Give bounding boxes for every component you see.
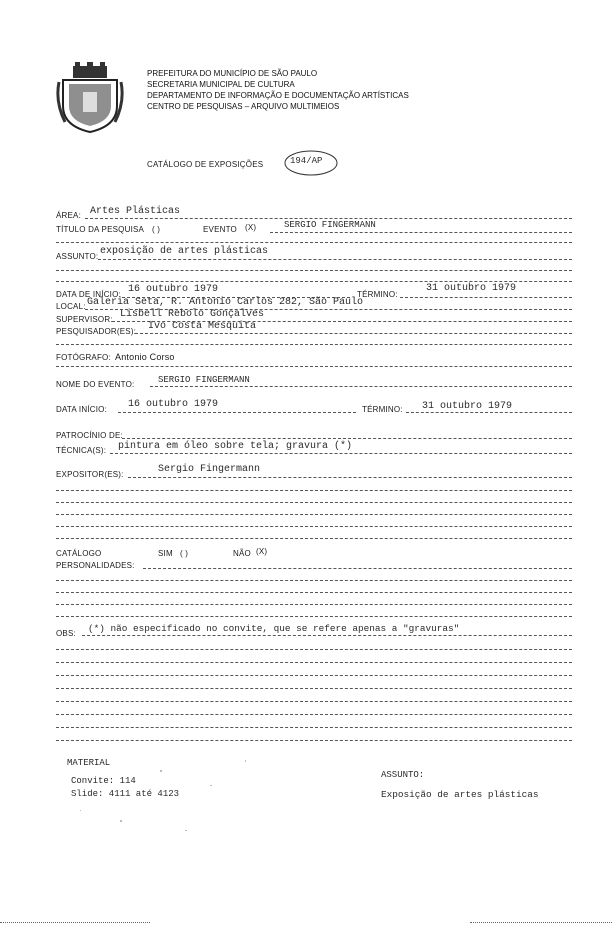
data-inicio-label: DATA DE INÍCIO:: [56, 290, 121, 299]
scan-edge-line: [470, 922, 612, 923]
blank-rule: [56, 344, 572, 345]
evento-rule: [270, 232, 572, 233]
obs-value: (*) não especificado no convite, que se refere apenas a "gravuras": [88, 623, 460, 634]
termino-rule: [400, 297, 572, 298]
header-line: SECRETARIA MUNICIPAL DE CULTURA: [147, 80, 295, 89]
titulo-box: ( ): [152, 225, 161, 234]
header-line: CENTRO DE PESQUISAS – ARQUIVO MULTIMEIOS: [147, 102, 340, 111]
local-label: LOCAL:: [56, 302, 86, 311]
nome-evento-label: NOME DO EVENTO:: [56, 380, 135, 389]
pesquisadores-value: Ivo Costa Mesquita: [148, 321, 257, 332]
assunto-label: ASSUNTO:: [56, 252, 99, 261]
material-label: MATERIAL: [67, 758, 111, 768]
blank-rule: [56, 604, 572, 605]
blank-rule: [56, 740, 572, 741]
scan-speck: [185, 830, 187, 831]
tecnica-value: pintura em óleo sobre tela; gravura (*): [118, 441, 353, 452]
catalog-label: CATÁLOGO DE EXPOSIÇÕES: [147, 160, 264, 169]
pesquisadores-rule: [135, 333, 572, 334]
slides-range: Slide: 4111 até 4123: [71, 789, 180, 799]
blank-rule: [56, 616, 572, 617]
blank-rule: [56, 281, 572, 282]
tecnica-label: TÉCNICA(S):: [56, 446, 107, 455]
nome-evento-value: SERGIO FINGERMANN: [158, 375, 250, 385]
blank-rule: [56, 490, 572, 491]
expositores-rule: [128, 477, 572, 478]
nome-evento-rule: [150, 386, 572, 387]
footer-assunto-value: Exposição de artes plásticas: [381, 789, 539, 800]
scan-speck: [120, 820, 122, 822]
sim-box: ( ): [180, 549, 189, 558]
scan-speck: [210, 785, 212, 786]
scan-speck: [245, 760, 246, 762]
scan-edge-line: [0, 922, 150, 923]
local-value: Galeria Seta, R. Antonio Carlos 282, São Paulo: [87, 297, 364, 308]
blank-rule: [56, 538, 572, 539]
blank-rule: [56, 701, 572, 702]
assunto-rule: [98, 259, 572, 260]
assunto-value: exposição de artes plásticas: [100, 246, 269, 257]
sim-label: SIM: [158, 549, 173, 558]
personalidades-label: PERSONALIDADES:: [56, 561, 135, 570]
catalogo-label: CATÁLOGO: [56, 549, 102, 558]
nao-box: (X): [256, 547, 268, 556]
expositores-value: Sergio Fingermann: [158, 464, 261, 475]
scan-speck: [160, 770, 162, 772]
termino-label: TÉRMINO:: [357, 290, 398, 299]
data-inicio-value: 16 outubro 1979: [128, 284, 219, 295]
obs-label: OBS:: [56, 629, 76, 638]
data-inicio2-rule: [118, 412, 356, 413]
coat-of-arms-icon: [55, 62, 125, 134]
blank-rule: [56, 502, 572, 503]
blank-rule: [56, 662, 572, 663]
area-label: ÁREA:: [56, 211, 82, 220]
blank-rule: [56, 714, 572, 715]
header-line: PREFEITURA DO MUNICÍPIO DE SÃO PAULO: [147, 69, 318, 78]
patrocinio-rule: [122, 438, 572, 439]
blank-rule: [56, 242, 572, 243]
nao-label: NÃO: [233, 549, 251, 558]
patrocinio-label: PATROCÍNIO DE:: [56, 431, 123, 440]
institution-header: [147, 68, 409, 112]
evento-box: (X): [245, 223, 257, 232]
supervisor-value: Lisbell Rebolo Gonçalves: [120, 309, 265, 320]
blank-rule: [56, 580, 572, 581]
expositores-label: EXPOSITOR(ES):: [56, 470, 124, 479]
evento-label: EVENTO: [203, 225, 237, 234]
tecnica-rule: [110, 453, 572, 454]
blank-rule: [56, 526, 572, 527]
catalog-number: 194/AP: [290, 156, 323, 166]
convites-count: Convite: 114: [71, 776, 136, 786]
blank-rule: [56, 727, 572, 728]
fotografo-value: Antonio Corso: [115, 352, 175, 362]
obs-rule: [82, 635, 572, 636]
blank-rule: [56, 675, 572, 676]
blank-rule: [56, 366, 572, 367]
fotografo-label: FOTÓGRAFO:: [56, 353, 111, 362]
data-inicio2-value: 16 outubro 1979: [128, 399, 219, 410]
personalidades-rule: [143, 568, 572, 569]
evento-value: SERGIO FINGERMANN: [284, 220, 376, 230]
termino2-rule: [406, 412, 572, 413]
titulo-label: TÍTULO DA PESQUISA: [56, 225, 145, 234]
blank-rule: [56, 688, 572, 689]
data-inicio2-label: DATA INÍCIO:: [56, 405, 107, 414]
supervisor-label: SUPERVISOR:: [56, 315, 113, 324]
blank-rule: [56, 270, 572, 271]
scan-speck: [80, 810, 81, 811]
blank-rule: [56, 649, 572, 650]
termino2-label: TÉRMINO:: [362, 405, 403, 414]
area-value: Artes Plásticas: [90, 206, 181, 217]
pesquisadores-label: PESQUISADOR(ES):: [56, 327, 137, 336]
blank-rule: [56, 592, 572, 593]
termino2-value: 31 outubro 1979: [422, 401, 513, 412]
footer-assunto-label: ASSUNTO:: [381, 770, 425, 780]
header-line: DEPARTAMENTO DE INFORMAÇÃO E DOCUMENTAÇÃO ARTÍSTICAS: [147, 91, 409, 100]
termino-value: 31 outubro 1979: [426, 283, 517, 294]
blank-rule: [56, 514, 572, 515]
area-rule: [85, 218, 572, 219]
